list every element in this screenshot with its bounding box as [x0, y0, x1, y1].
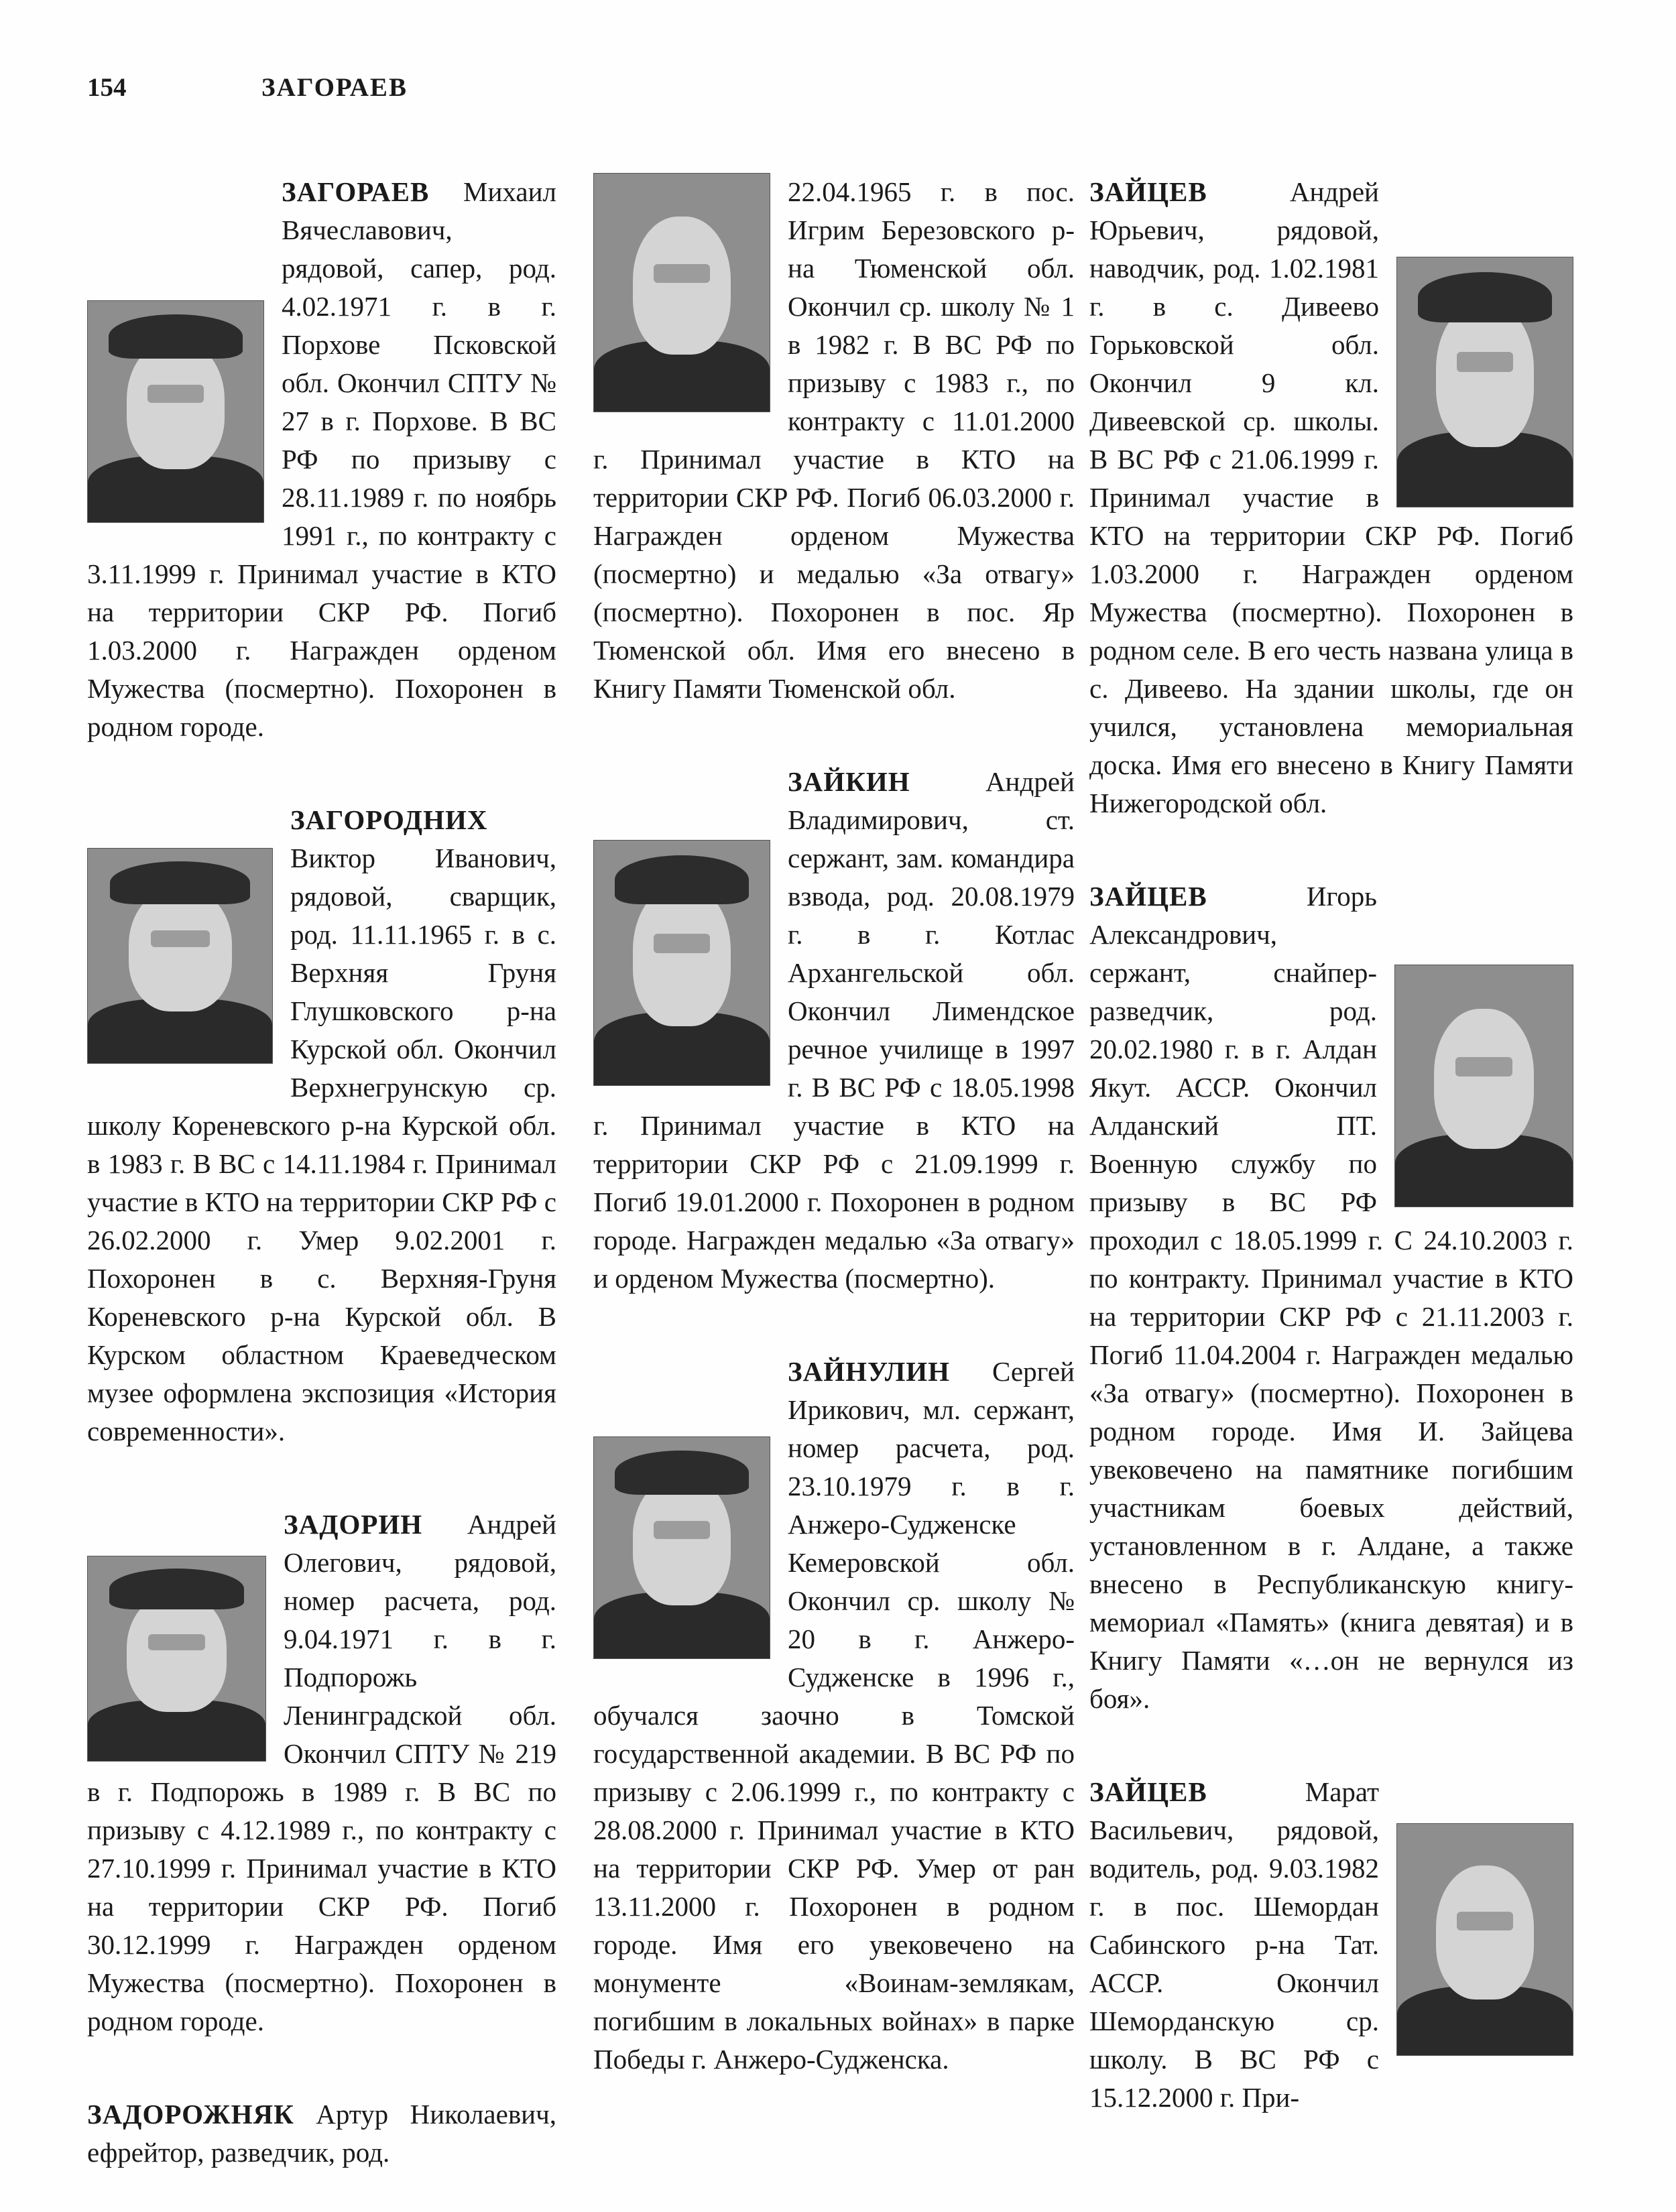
entry-text: 22.04.1965 г. в пос. Игрим Березовского р-на Тюменской обл. Окончил ср. школу № 1 в 1982 г. В ВС РФ по призыву с 1983 г., по контракту с 11.01.2000 г. Принимал участие в КТО на территории СКР РФ. Погиб 06.03.2000 г. Награжден орденом Мужества (посмертно) и медалью «За отвагу» (посмертно). Похоронен в пос. Яр Тюменской обл. Имя его внесено в Книгу Памяти Тюменской обл. — [593, 176, 1075, 704]
entry-text: Андрей Юрьевич, рядовой, наводчик, род. 1.02.1981 г. в с. Дивеево Горьковской обл. Окончил 9 кл. Дивеевской ср. школы. В ВС РФ с 21.06.1999 г. Принимал участие в КТО на территории СКР РФ. Погиб 1.03.2000 г. Награжден орденом Мужества (посмертно). Похоронен в родном селе. В его честь названа улица в с. Дивеево. На здании школы, где он учился, установлена мемориальная доска. Имя его внесено в Книгу Памяти Нижегородской обл. — [1089, 176, 1573, 818]
entry-text: Андрей Олегович, рядовой, номер расчета, род. 9.04.1971 г. в г. Подпорожь Ленинградской обл. Окончил СПТУ № 219 в г. Подпорожь в 1989 г. В ВС по призыву с 4.12.1989 г., по контракту с 27.10.1999 г. Принимал участие в КТО на территории СКР РФ. Погиб 30.12.1999 г. Награжден орденом Мужества (посмертно). Похоронен в родном городе. — [87, 1509, 556, 2036]
portrait-photo — [593, 840, 770, 1086]
portrait-photo — [593, 173, 770, 412]
entry-name: ЗАГОРОДНИХ — [290, 804, 488, 835]
entry-name: ЗАЙЦЕВ — [1089, 176, 1207, 207]
column-2 — [593, 173, 1075, 2079]
entry-name: ЗАЙЦЕВ — [1089, 881, 1207, 912]
entry-text: Андрей Владимирович, ст. сержант, зам. командира взвода, род. 20.08.1979 г. в г. Котлас Архангельской обл. Окончил Лимендское речное училище в 1997 г. В ВС РФ с 18.05.1998 г. Принимал участие в КТО на территории СКР РФ с 21.09.1999 г. Погиб 19.01.2000 г. Похоронен в родном городе. Награжден медалью «За отвагу» и орденом Мужества (посмертно). — [593, 766, 1075, 1294]
entry-name: ЗАДОРИН — [284, 1509, 423, 1540]
entry-text: Марат Васильевич, рядовой, водитель, род. 9.03.1982 г. в пос. Шемордан Сабинского р-на Тат. АССР. Окончил Шемορданскую ср. школу. В ВС РФ с 15.12.2000 г. При- — [1089, 1776, 1379, 2113]
portrait-photo — [87, 1556, 266, 1762]
entry-zaytsev-marat — [1089, 1773, 1573, 2117]
entry-zaykin — [593, 763, 1075, 1298]
entry-zadorozhnyak — [87, 2095, 556, 2172]
entry-name: ЗАЙЦЕВ — [1089, 1776, 1207, 1807]
entry-text: Сергей Ирикович, мл. сержант, номер расчета, род. 23.10.1979 г. в г. Анжеро-Судженске Кемеровской обл. Окончил ср. школу № 20 в г. Анжеро-Судженске в 1996 г., обучался заочно в Томской государственной академии. В ВС РФ по призыву с 2.06.1999 г., по контракту с 28.08.2000 г. Принимал участие в КТО на территории СКР РФ. Умер от ран 13.11.2000 г. Похоронен в родном городе. Имя его увековечено на монументе «Воинам-землякам, погибшим в локальных войнах» в парке Победы г. Анжеро-Судженска. — [593, 1356, 1075, 2075]
entry-name: ЗАЙНУЛИН — [788, 1356, 951, 1387]
entry-zagorodnikh — [87, 801, 556, 1451]
entry-continuation — [593, 173, 1075, 708]
portrait-photo — [1396, 257, 1573, 507]
entry-zaynulin — [593, 1353, 1075, 2079]
portrait-photo — [87, 848, 273, 1064]
portrait-photo — [593, 1436, 770, 1659]
portrait-photo — [87, 300, 264, 523]
column-1 — [87, 173, 556, 2172]
entry-zadorin — [87, 1506, 556, 2040]
entry-name: ЗАЙКИН — [788, 766, 910, 797]
entry-text: Артур Николаевич, ефрейтор, разведчик, род. — [87, 2099, 556, 2168]
portrait-photo — [1394, 965, 1573, 1207]
page-number: 154 — [87, 73, 127, 102]
entry-zaytsev-igor — [1089, 877, 1573, 1718]
running-title: ЗАГОРАЕВ — [261, 73, 408, 102]
entry-name: ЗАГОРАЕВ — [282, 176, 430, 207]
entry-text: Виктор Иванович, рядовой, сварщик, род. 11.11.1965 г. в с. Верхняя Груня Глушковского р-на Курской обл. Окончил Верхнегрунскую ср. школу Кореневского р-на Курской обл. в 1983 г. В ВС с 14.11.1984 г. Принимал участие в КТО на территории СКР РФ с 26.02.2000 г. Умер 9.02.2001 г. Похоронен в с. Верхняя-Груня Кореневского р-на Курской обл. В Курском областном Краеведческом музее оформлена экспозиция «История современности». — [87, 843, 556, 1447]
entry-zagoraev — [87, 173, 556, 746]
entry-text: Михаил Вячеславович, рядовой, сапер, род. 4.02.1971 г. в г. Порхове Псковской обл. Окончил СПТУ № 27 в г. Порхове. В ВС РФ по призыву с 28.11.1989 г. по ноябрь 1991 г., по контракту с 3.11.1999 г. Принимал участие в КТО на территории СКР РФ. Погиб 1.03.2000 г. Награжден орденом Мужества (посмертно). Похоронен в родном городе. — [87, 176, 556, 742]
column-3 — [1089, 173, 1573, 2117]
entry-text: Игорь Александрович, сержант, снайпер-разведчик, род. 20.02.1980 г. в г. Алдан Якут. АССР. Окончил Алданский ПТ. Военную службу по призыву в ВС РФ проходил с 18.05.1999 г. С 24.10.2003 г. по контракту. Принимал участие в КТО на территории СКР РФ с 21.11.2003 г. Погиб 11.04.2004 г. Награжден медалью «За отвагу» (посмертно). Похоронен в родном городе. Имя И. Зайцева увековечено на памятнике погибшим участникам боевых действий, установленном в г. Алдане, а также внесено в Республиканскую книгу-мемориал «Память» (книга девятая) и в Книгу Памяти «…он не вернулся из боя». — [1089, 881, 1573, 1714]
entry-name: ЗАДОРОЖНЯК — [87, 2099, 294, 2130]
entry-zaytsev-andrey — [1089, 173, 1573, 822]
page-header — [87, 72, 1589, 113]
portrait-photo — [1396, 1823, 1573, 2056]
